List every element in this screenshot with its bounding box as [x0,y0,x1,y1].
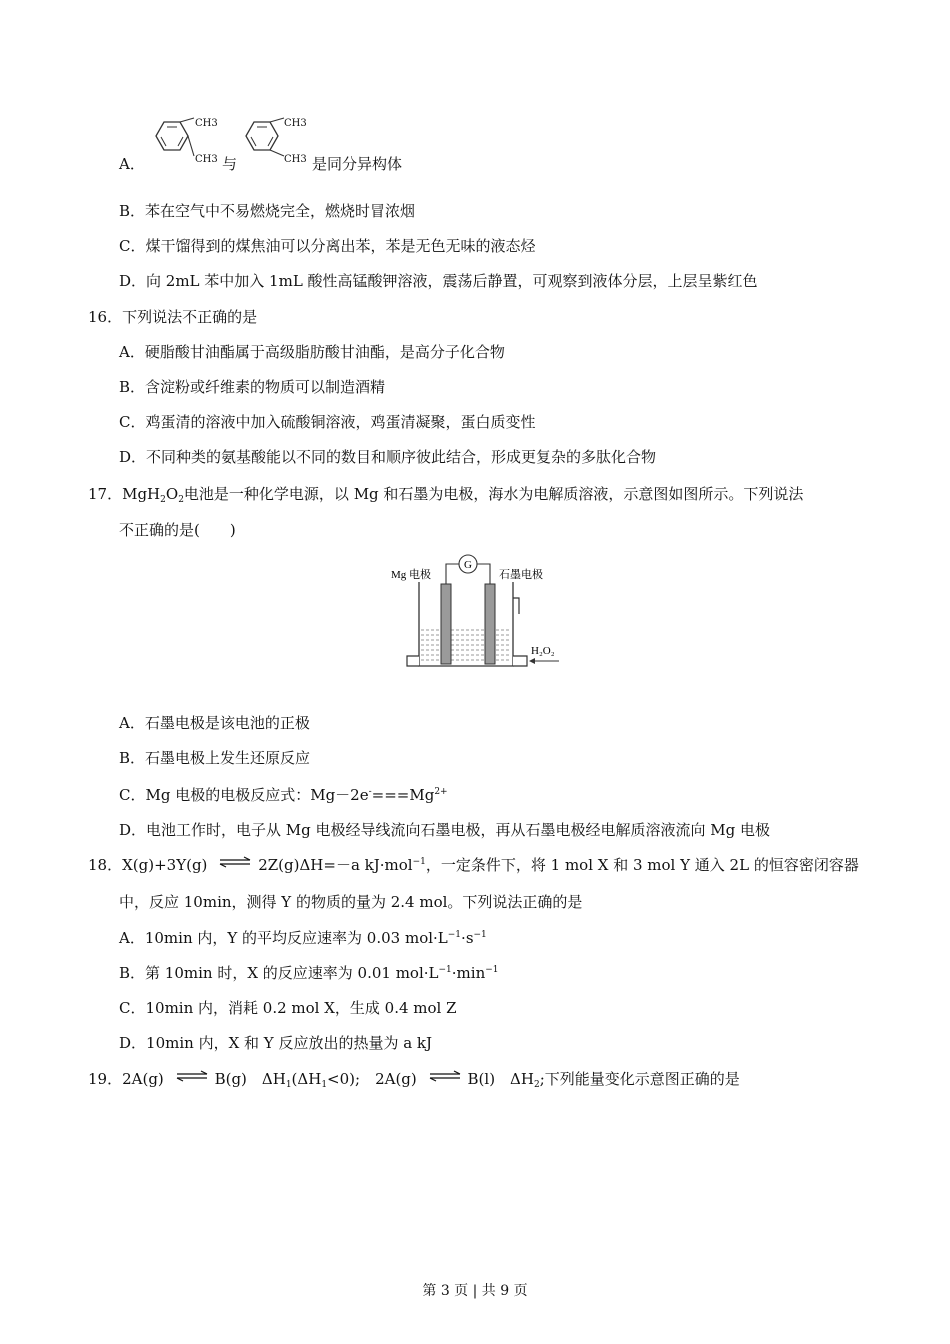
q18-stem-line2: 中，反应 10min，测得 Y 的物质的量为 2.4 mol。下列说法正确的是 [119,893,583,911]
q17-option-d: D．电池工作时，电子从 Mg 电极经导线流向石墨电极，再从石墨电极经电解质溶液流向 Mg 电极 [119,821,771,839]
equilibrium-arrow-icon [428,1070,462,1082]
galvanometer-label: G [464,559,472,571]
q16-option-b: B．含淀粉或纤维素的物质可以制造酒精 [119,378,386,396]
page-footer: 第 3 页 | 共 9 页 [422,1283,528,1299]
q17-stem: 17．$MgH_2O_2$电池是一种化学电源，以 Mg 和石墨为电极，海水为电解质溶液，示意图如图所示。下列说法 [88,485,804,505]
q18-option-c: C．10min 内，消耗 0.2 mol X，生成 0.4 mol Z [119,999,457,1017]
q16-option-c: C．鸡蛋清的溶液中加入硫酸铜溶液，鸡蛋清凝聚，蛋白质变性 [119,413,536,431]
h2o2-label: H₂O₂ [531,645,555,657]
q15-option-b: B．苯在空气中不易燃烧完全，燃烧时冒浓烟 [119,202,416,220]
mol1-methyl-bottom: CH3 [195,154,218,165]
q17-option-b: B．石墨电极上发生还原反应 [119,749,311,767]
graphite-electrode-label: 石墨电极 [499,569,543,581]
mg-electrode [441,584,451,664]
wire-right [477,564,490,584]
q17-option-c: C．Mg 电极的电极反应式：$Mg-2e^-===Mg^{2+}$ [119,786,448,804]
q18-option-b: B．第 10min 时，X 的反应速率为 0.01 $mol\cdot L^{-1}\cdot\min^{-1}$ [119,964,499,982]
equilibrium-arrow-icon [218,856,252,868]
outlet-pipe [407,656,419,666]
q15-option-a-tail: 是同分异构体 [312,155,403,173]
q17-stem-line2: 不正确的是( ) [119,521,236,539]
equilibrium-arrow-icon [175,1070,209,1082]
container-walls [419,582,513,666]
q16-option-a: A．硬脂酸甘油酯属于高级脂肪酸甘油酯，是高分子化合物 [119,343,505,361]
electrolyte-liquid [421,630,511,660]
q15-option-c: C．煤干馏得到的煤焦油可以分离出苯，苯是无色无味的液态烃 [119,237,536,255]
inlet-pipe [513,656,527,666]
q17-option-a: A．石墨电极是该电池的正极 [119,714,310,732]
mol2-methyl-bottom: CH3 [284,154,307,165]
q18-stem: 18．X(g)+3Y(g) 2Z(g)ΔH=－a kJ·mol$^{-1}$，一定条件下，将 1 mol X 和 3 mol Y 通入 2L 的恒容密闭容器 [88,856,859,874]
q16-stem: 16．下列说法不正确的是 [88,308,258,326]
q19-stem: 19．2A(g) B(g) $\Delta H_1(\Delta H_1<0)$; 2A(g) B(l) $\Delta H_2$;下列能量变化示意图正确的是 [88,1070,740,1090]
q15-option-d: D．向 2mL 苯中加入 1mL 酸性高锰酸钾溶液，震荡后静置，可观察到液体分层，上层呈紫红色 [119,272,758,290]
q18-option-a: A．10min 内，Y 的平均反应速率为 0.03 $mol\cdot L^{-1}\cdot s^{-1}$ [119,929,487,947]
wire-left [446,564,459,584]
q15-option-a-connector: 与 [222,155,238,173]
graphite-electrode [485,584,495,664]
q15-option-a-label: A． [119,155,145,173]
battery-diagram [385,548,565,678]
q16-option-d: D．不同种类的氨基酸能以不同的数目和顺序彼此结合，形成更复杂的多肽化合物 [119,448,657,466]
mg-electrode-label: Mg 电极 [391,569,432,581]
q15-option-a [119,154,145,174]
mol2-methyl-top: CH3 [284,118,307,129]
arrow-head [529,658,535,664]
overflow-spout [513,598,519,614]
q18-option-d: D．10min 内，X 和 Y 反应放出的热量为 a kJ [119,1034,433,1052]
mol1-methyl-top: CH3 [195,118,218,129]
